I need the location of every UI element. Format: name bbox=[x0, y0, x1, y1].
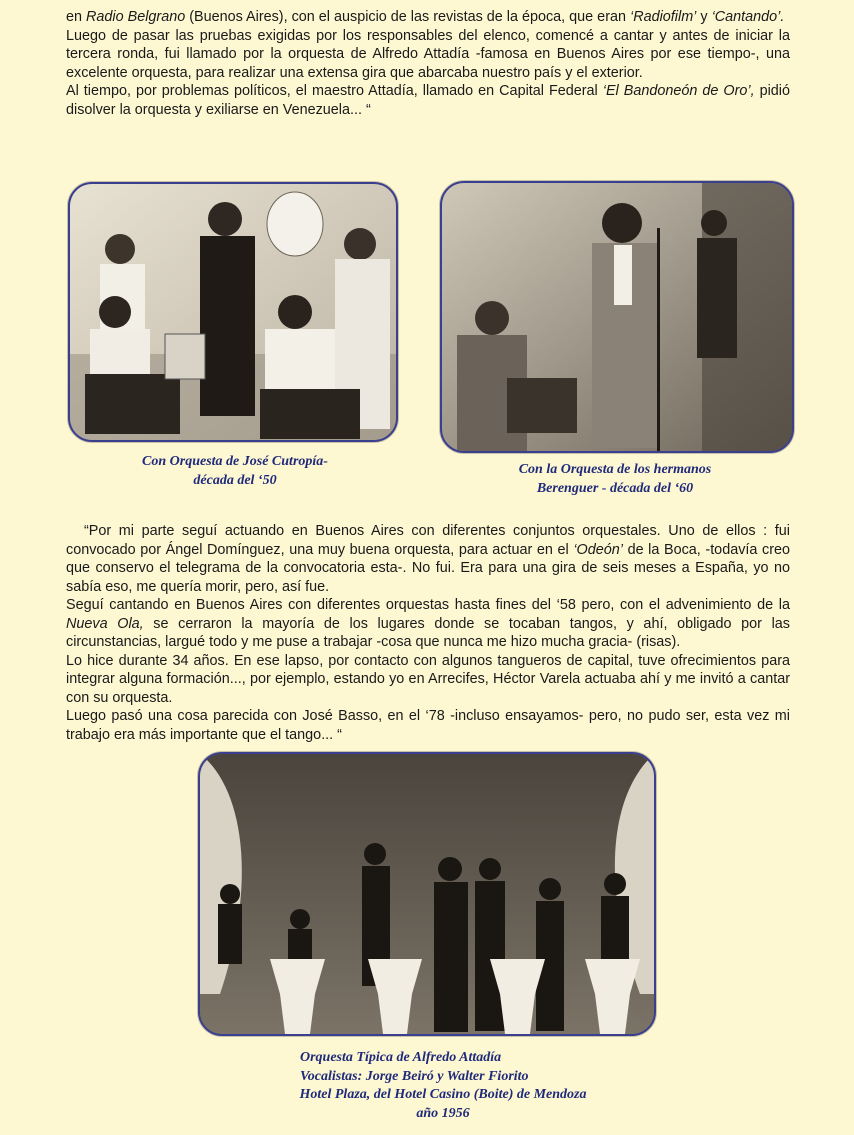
caption-line: Hotel Plaza, del Hotel Casino (Boite) de Mendoza bbox=[299, 1087, 587, 1102]
text-run: y bbox=[696, 9, 708, 25]
caption-line: Con la Orquesta de los hermanos bbox=[518, 462, 712, 477]
body-paragraph-1 bbox=[66, 522, 790, 596]
text-run: Nueva Ola, bbox=[66, 615, 144, 632]
photo-attadia-image bbox=[200, 754, 654, 1034]
body-paragraph-2 bbox=[66, 596, 790, 652]
text-run: ‘Odeón’ bbox=[573, 541, 623, 558]
caption-cutropia bbox=[110, 453, 360, 490]
text-run: se cerraron la mayoría de los lugares donde se tocaban tangos, y ahí, obligado por las circunstancias, largué todo y me puse a trabajar -cosa que nunca me hizo mucha gracia- (risas). bbox=[66, 615, 790, 650]
caption-line: Orquesta Típica de Alfredo Attadía bbox=[300, 1050, 502, 1065]
text-run: Seguí cantando en Buenos Aires con diferentes orquestas hasta fines del ‘58 pero, con el advenimiento de la bbox=[66, 597, 790, 613]
intro-paragraph-1 bbox=[66, 8, 790, 27]
photo-berenguer-image bbox=[442, 183, 792, 451]
text-run: ‘Radiofilm’ bbox=[630, 9, 697, 25]
text-run: ‘Cantando’. bbox=[711, 9, 785, 25]
intro-paragraph-2: Luego de pasar las pruebas exigidas por los responsables del elenco, comencé a cantar y antes de iniciar la tercera ronda, fui llamado por la orquesta de Alfredo Attadía -famosa en Buenos Aires por ese tiempo-, una excelente orquesta, para realizar una extensa gira que abarcaba nuestro país y el exterior. bbox=[66, 27, 790, 81]
caption-attadia bbox=[258, 1049, 628, 1123]
caption-line: Vocalistas: Jorge Beiró y Walter Fiorito bbox=[300, 1068, 529, 1084]
caption-line: Berenguer - década del ‘60 bbox=[536, 480, 694, 496]
caption-line: año 1956 bbox=[416, 1105, 470, 1121]
text-run: ‘El Bandoneón de Oro’, bbox=[602, 83, 755, 99]
text-run: pidió disolver la orquesta y exiliarse en Venezuela... “ bbox=[66, 83, 790, 118]
text-run: Radio Belgrano bbox=[86, 9, 186, 25]
body-text bbox=[66, 522, 790, 744]
photo-cutropia-image bbox=[70, 184, 396, 440]
text-run: Al tiempo, por problemas políticos, el maestro Attadía, llamado en Capital Federal bbox=[66, 83, 603, 99]
body-paragraph-3: Lo hice durante 34 años. En ese lapso, por contacto con algunos tangueros de capital, tuve ofrecimientos para integrar alguna formación..., por ejemplo, estando yo en Arrecifes, Héctor Varela actuaba ahí y me invitó a cantar con su orquesta. bbox=[66, 652, 790, 706]
text-run: de la Boca, -todavía creo que conservo el telegrama de la convocatoria esta-. No fui. Era para una gira de seis meses a España, yo no sabía eso, me quería morir, pero, así fue. bbox=[66, 541, 790, 595]
photo-cutropia-orchestra bbox=[68, 182, 398, 442]
intro-text bbox=[66, 8, 790, 119]
caption-line: Con Orquesta de José Cutropía- bbox=[142, 454, 328, 469]
text-run: “Por mi parte seguí actuando en Buenos Aires con diferentes conjuntos orquestales. Uno de ellos : fui convocado por Ángel Domínguez, una muy buena orquesta, para actuar en el bbox=[66, 523, 790, 558]
text-run: (Buenos Aires), con el auspicio de las revistas de la época, que eran bbox=[185, 9, 630, 25]
body-paragraph-4: Luego pasó una cosa parecida con José Basso, en el ‘78 -incluso ensayamos- pero, no pudo ser, esta vez mi trabajo era más importante que el tango... “ bbox=[66, 708, 790, 743]
caption-line: década del ‘50 bbox=[193, 472, 277, 488]
text-run: en bbox=[66, 9, 87, 25]
caption-berenguer bbox=[470, 461, 760, 498]
photo-attadia-orchestra bbox=[198, 752, 656, 1036]
intro-paragraph-3 bbox=[66, 82, 790, 119]
photo-berenguer-orchestra bbox=[440, 181, 794, 453]
